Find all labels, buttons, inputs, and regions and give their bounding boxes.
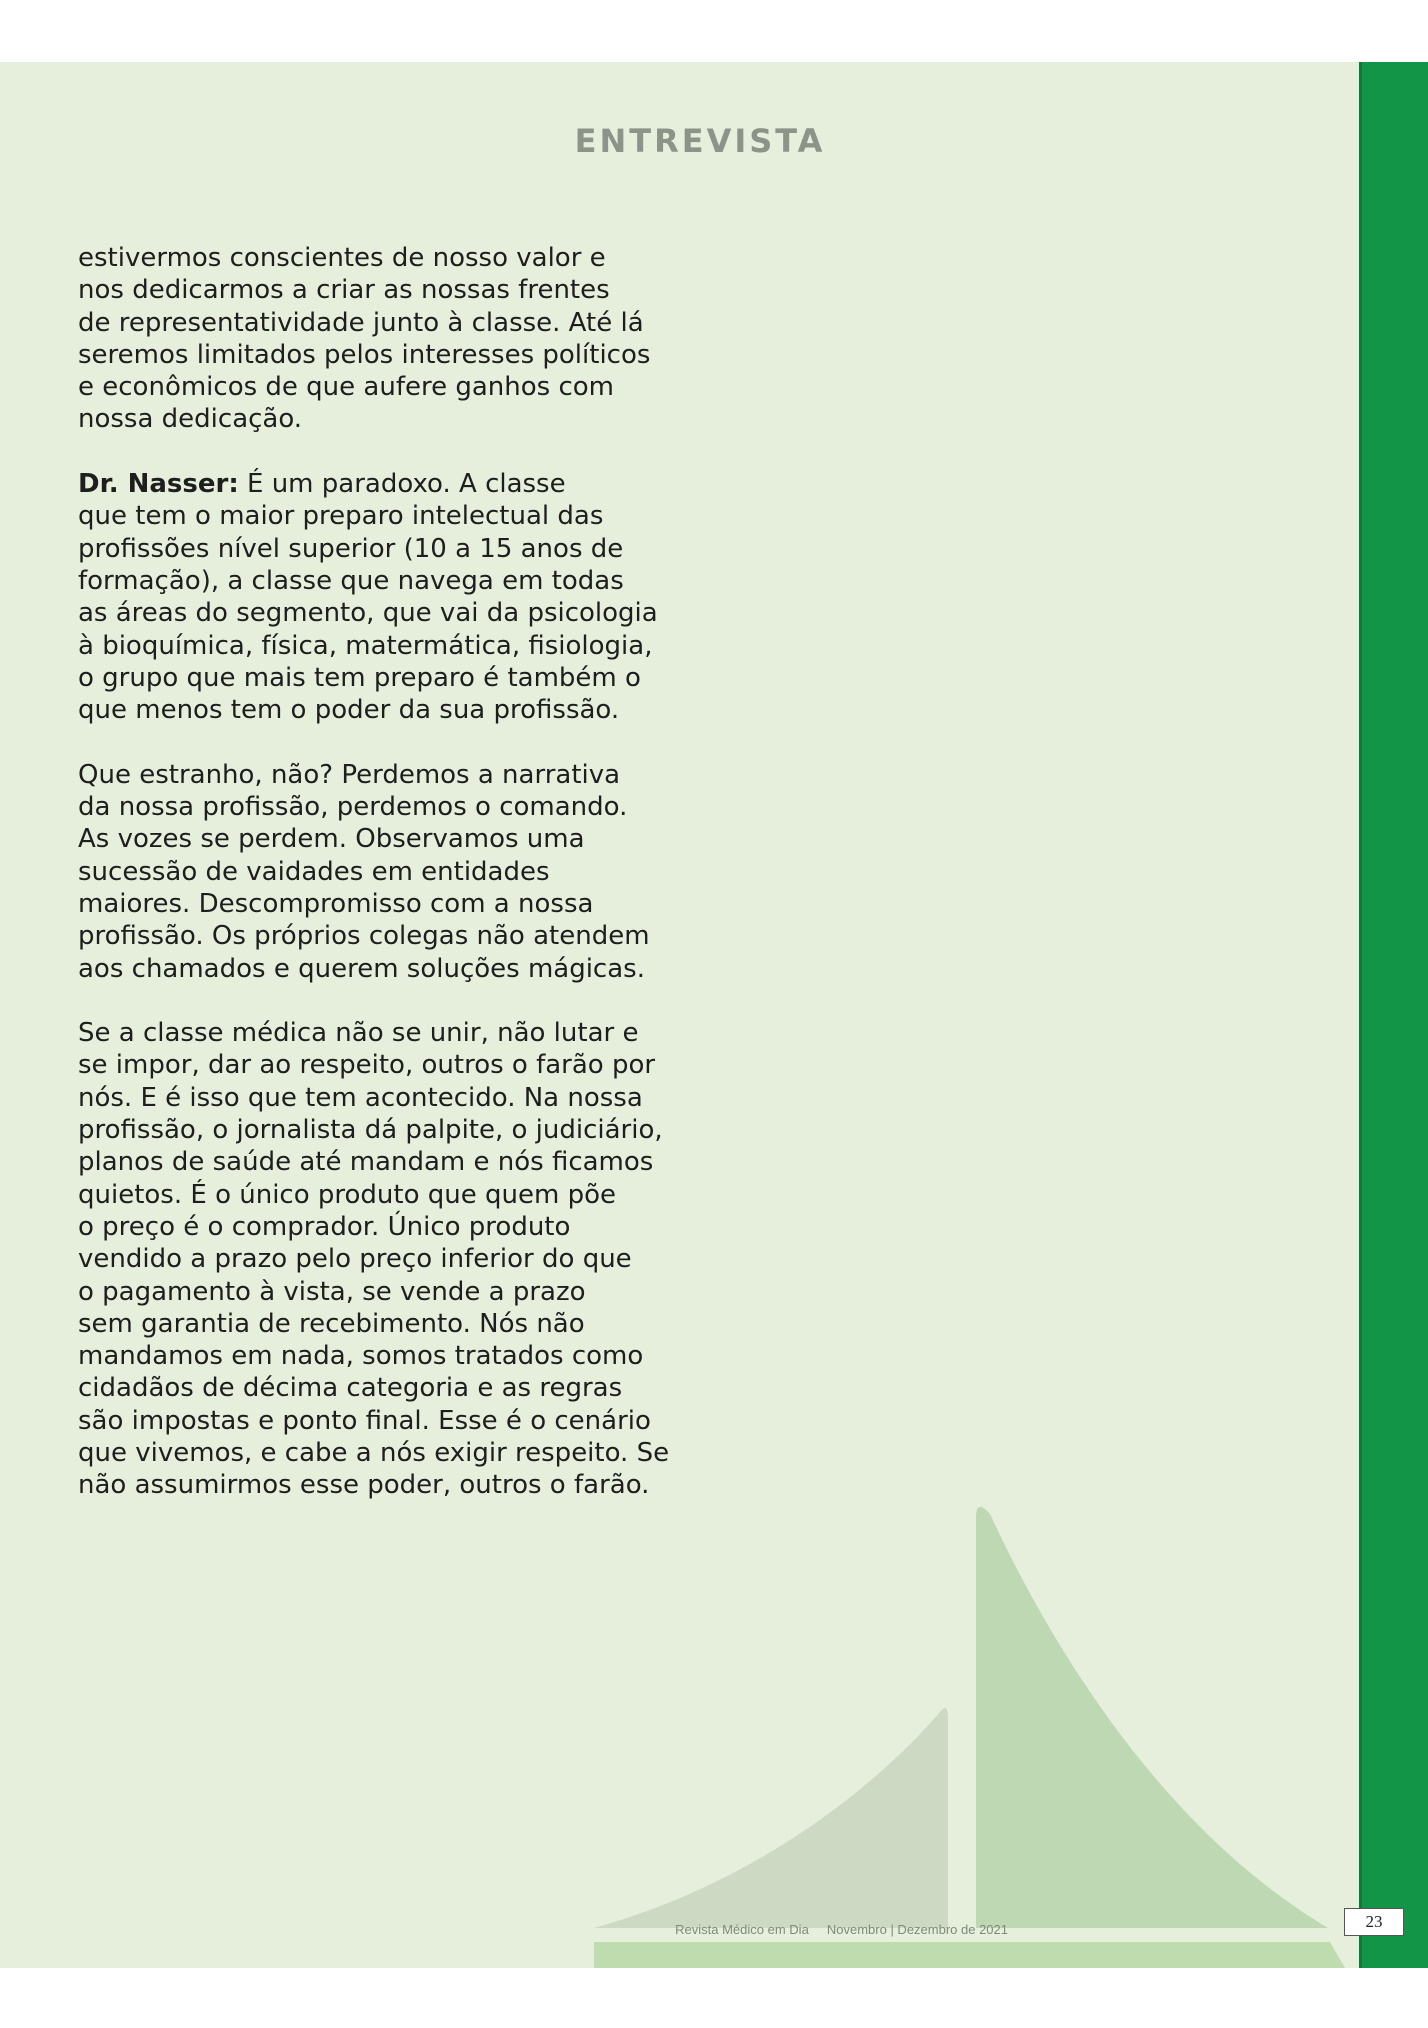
text-line: Que estranho, não? Perdemos a narrativa xyxy=(78,759,621,790)
speaker-name: Dr. Nasser: xyxy=(78,469,239,500)
text-line: quietos. É o único produto que quem põe xyxy=(78,1179,616,1210)
text-line: maiores. Descompromisso com a nossa xyxy=(78,888,594,919)
paragraph xyxy=(78,242,718,436)
text-line: nós. E é isso que tem acontecido. Na nossa xyxy=(78,1082,643,1113)
paragraph xyxy=(78,1017,718,1501)
magazine-page xyxy=(0,62,1428,1968)
paragraph xyxy=(78,759,718,985)
text-line: que vivemos, e cabe a nós exigir respeito. Se xyxy=(78,1437,670,1468)
paragraph xyxy=(78,468,718,726)
text-line xyxy=(78,468,718,500)
text-line: não assumirmos esse poder, outros o farão. xyxy=(78,1470,650,1501)
page-footer xyxy=(675,1922,1008,1937)
text-line: que menos tem o poder da sua profissão. xyxy=(78,695,620,726)
text-line: de representatividade junto à classe. Até lá xyxy=(78,307,644,338)
text-line: as áreas do segmento, que vai da psicologia xyxy=(78,598,658,629)
text-line: o preço é o comprador. Único produto xyxy=(78,1211,571,1242)
text-line: da nossa profissão, perdemos o comando. xyxy=(78,792,628,823)
text-line: à bioquímica, física, matermática, fisiologia, xyxy=(78,630,653,661)
speaker-text: É um paradoxo. A classe xyxy=(238,469,566,500)
text-line: nossa dedicação. xyxy=(78,404,303,435)
text-line: o pagamento à vista, se vende a prazo xyxy=(78,1276,586,1307)
text-line: estivermos conscientes de nosso valor e xyxy=(78,243,606,273)
text-line: Se a classe médica não se unir, não lutar e xyxy=(78,1018,639,1049)
text-line: sem garantia de recebimento. Nós não xyxy=(78,1308,585,1339)
article-body xyxy=(78,242,718,1534)
text-line: são impostas e ponto final. Esse é o cenário xyxy=(78,1405,651,1436)
text-line: seremos limitados pelos interesses políticos xyxy=(78,339,651,370)
footer-issue-date: Novembro | Dezembro de 2021 xyxy=(826,1922,1008,1937)
text-line: vendido a prazo pelo preço inferior do que xyxy=(78,1244,632,1275)
side-accent-bar xyxy=(1359,62,1428,1968)
page-number: 23 xyxy=(1344,1908,1404,1936)
decor-base-stripe xyxy=(594,1942,1345,1968)
text-line: o grupo que mais tem preparo é também o xyxy=(78,662,641,693)
text-line: sucessão de vaidades em entidades xyxy=(78,856,550,887)
text-line: formação), a classe que navega em todas xyxy=(78,565,624,596)
text-line: e econômicos de que aufere ganhos com xyxy=(78,372,614,403)
text-line: nos dedicarmos a criar as nossas frentes xyxy=(78,275,610,306)
decor-sail-green xyxy=(976,1507,1328,1928)
text-line: mandamos em nada, somos tratados como xyxy=(78,1341,644,1372)
text-line: aos chamados e querem soluções mágicas. xyxy=(78,953,645,984)
text-line: cidadãos de décima categoria e as regras xyxy=(78,1373,623,1404)
text-line: se impor, dar ao respeito, outros o farão por xyxy=(78,1050,656,1081)
text-line: profissão. Os próprios colegas não atendem xyxy=(78,921,650,952)
footer-magazine-name: Revista Médico em Dia xyxy=(675,1922,809,1937)
text-line: profissão, o jornalista dá palpite, o judiciário, xyxy=(78,1115,663,1146)
text-line: As vozes se perdem. Observamos uma xyxy=(78,824,585,855)
decor-sail-gray xyxy=(594,1708,948,1928)
text-line: planos de saúde até mandam e nós ficamos xyxy=(78,1147,654,1178)
text-line: profissões nível superior (10 a 15 anos de xyxy=(78,533,624,564)
text-line: que tem o maior preparo intelectual das xyxy=(78,501,604,532)
section-title: ENTREVISTA xyxy=(574,122,826,160)
